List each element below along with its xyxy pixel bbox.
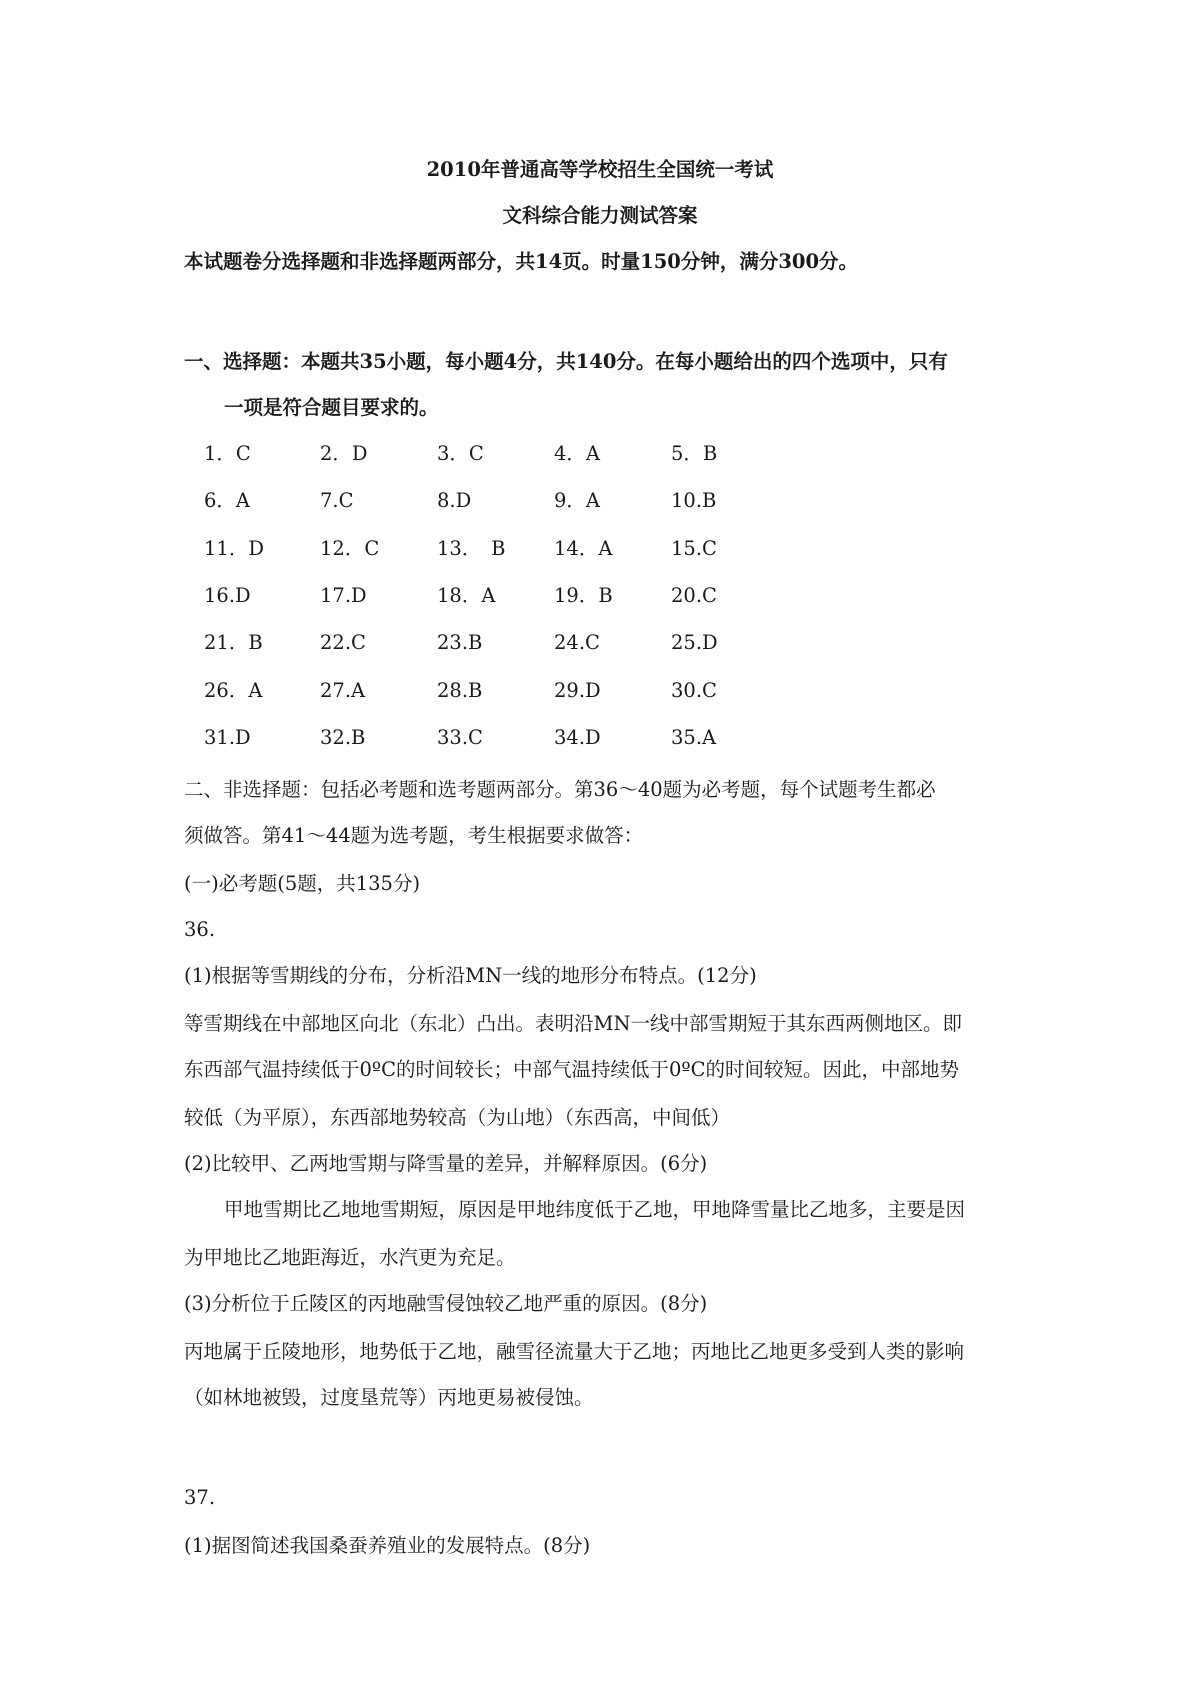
answer-cell: 6．A: [204, 489, 250, 513]
answer-cell: 24.C: [554, 631, 600, 655]
answer-cell: 25.D: [671, 631, 718, 655]
answer-cell: 29.D: [554, 678, 601, 702]
answer-cell: 20.C: [671, 583, 717, 607]
q36-part2-answer-line: 甲地雪期比乙地地雪期短，原因是甲地纬度低于乙地，甲地降雪量比乙地多，主要是因: [224, 1198, 966, 1221]
q37-part1-question: (1)据图简述我国桑蚕养殖业的发展特点。(8分): [184, 1534, 591, 1557]
q37-number: 37.: [184, 1486, 216, 1509]
answer-cell: 16.D: [204, 583, 251, 607]
answer-cell: 30.C: [671, 678, 717, 702]
answer-cell: 13． B: [437, 536, 506, 560]
answer-cell: 23.B: [437, 631, 483, 655]
q36-part2-question: (2)比较甲、乙两地雪期与降雪量的差异，并解释原因。(6分): [184, 1152, 708, 1175]
answer-cell: 11．D: [204, 536, 264, 560]
answer-cell: 21．B: [204, 631, 263, 655]
q36-part3-answer-line: 丙地属于丘陵地形，地势低于乙地，融雪径流量大于乙地；丙地比乙地更多受到人类的影响: [184, 1340, 965, 1363]
answer-cell: 27.A: [320, 678, 366, 702]
q36-part3-answer-line: （如林地被毁，过度垦荒等）丙地更易被侵蚀。: [184, 1386, 594, 1409]
section2-subheading: (一)必考题(5题，共135分): [184, 872, 421, 895]
answer-cell: 7.C: [320, 489, 354, 513]
answer-cell: 26．A: [204, 678, 263, 702]
answer-cell: 10.B: [671, 489, 717, 513]
answer-cell: 3．C: [437, 442, 484, 465]
answer-cell: 18．A: [437, 583, 496, 607]
answer-cell: 9．A: [554, 489, 600, 513]
q36-part1-question: (1)根据等雪期线的分布，分析沿MN一线的地形分布特点。(12分): [184, 964, 757, 987]
answer-cell: 22.C: [320, 631, 366, 655]
answer-cell: 33.C: [437, 725, 483, 749]
q36-number: 36.: [184, 918, 216, 941]
q36-part1-answer-line: 较低（为平原），东西部地势较高（为山地）（东西高，中间低）: [184, 1106, 731, 1129]
answer-cell: 31.D: [204, 725, 251, 749]
answer-cell: 14．A: [554, 536, 613, 560]
section1-heading-line2: 一项是符合题目要求的。: [224, 396, 439, 419]
q36-part1-answer-line: 东西部气温持续低于0ºC的时间较长；中部气温持续低于0ºC的时间较短。因此，中部地势: [184, 1058, 959, 1081]
answer-cell: 4．A: [554, 442, 600, 465]
section2-heading-line2: 须做答。第41～44题为选考题，考生根据要求做答：: [184, 824, 644, 847]
q36-part2-answer-line: 为甲地比乙地距海近，水汽更为充足。: [184, 1246, 516, 1269]
answer-cell: 19．B: [554, 583, 613, 607]
answer-cell: 5．B: [671, 442, 718, 465]
section2-heading-line1: 二、非选择题：包括必考题和选考题两部分。第36～40题为必考题，每个试题考生都必: [184, 778, 936, 801]
answer-cell: 8.D: [437, 489, 472, 513]
q36-part1-answer-line: 等雪期线在中部地区向北（东北）凸出。表明沿MN一线中部雪期短于其东西两侧地区。即: [184, 1012, 963, 1035]
answer-cell: 2．D: [320, 442, 368, 465]
document-subtitle: 文科综合能力测试答案: [502, 204, 698, 227]
answer-cell: 32.B: [320, 725, 366, 749]
answer-cell: 15.C: [671, 536, 717, 560]
answer-cell: 34.D: [554, 725, 601, 749]
answer-cell: 17.D: [320, 583, 367, 607]
answer-cell: 1．C: [204, 442, 251, 465]
intro-text: 本试题卷分选择题和非选择题两部分，共14页。时量150分钟，满分300分。: [184, 250, 859, 273]
document-title: 2010年普通高等学校招生全国统一考试: [426, 158, 774, 181]
section1-heading-line1: 一、选择题：本题共35小题，每小题4分，共140分。在每小题给出的四个选项中，只有: [184, 350, 948, 373]
q36-part3-question: (3)分析位于丘陵区的丙地融雪侵蚀较乙地严重的原因。(8分): [184, 1292, 708, 1315]
answer-cell: 28.B: [437, 678, 483, 702]
answer-cell: 12．C: [320, 536, 380, 560]
answer-cell: 35.A: [671, 725, 717, 749]
